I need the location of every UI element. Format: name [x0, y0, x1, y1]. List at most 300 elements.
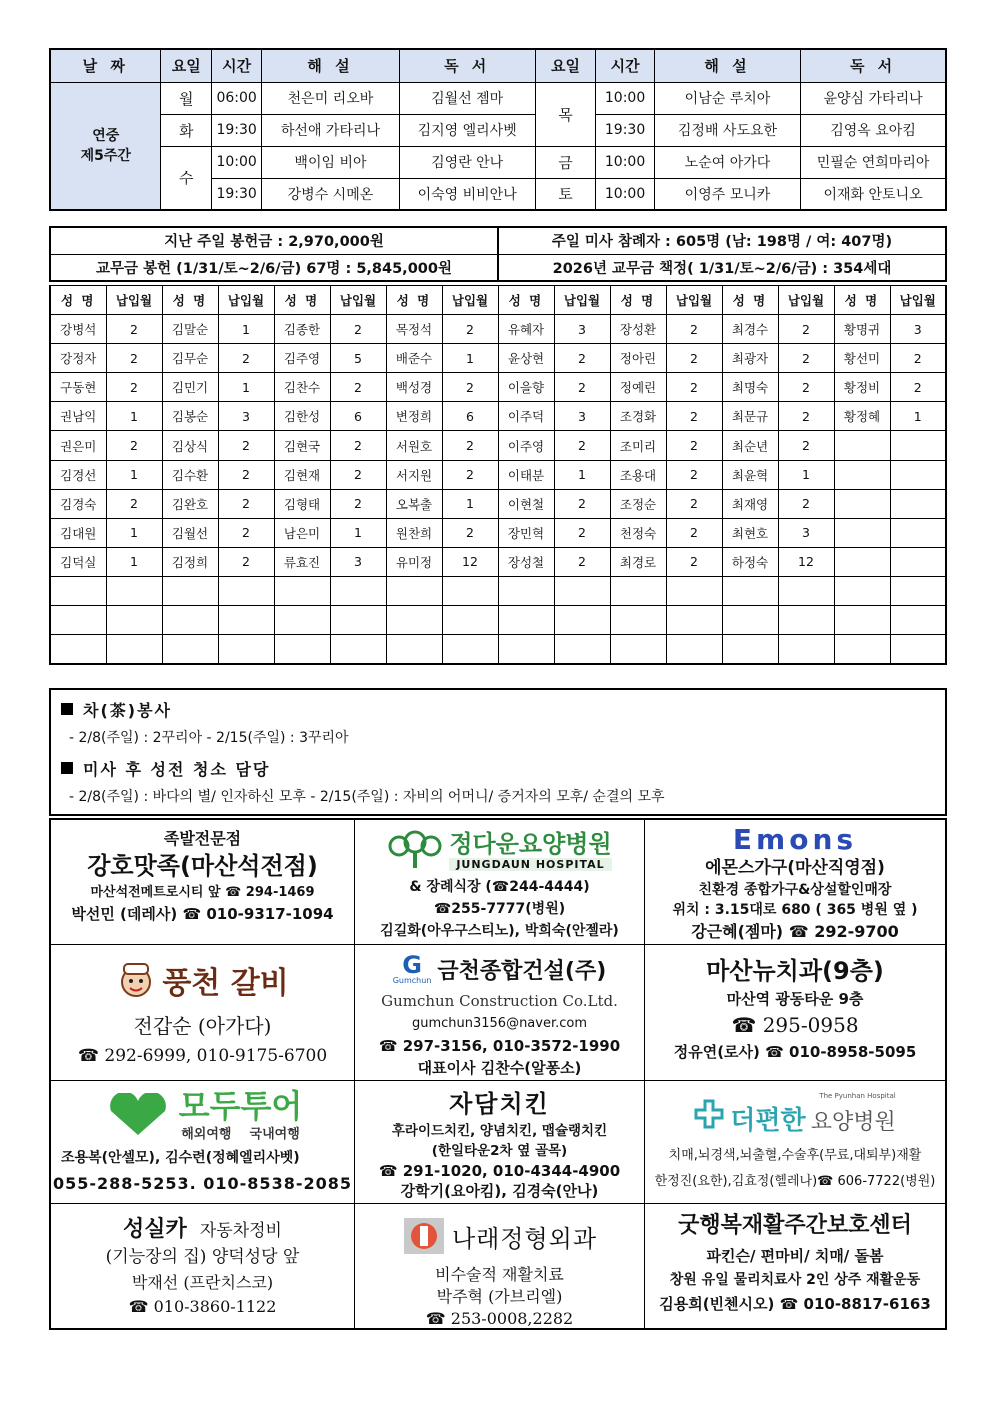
paid-months: [106, 606, 162, 635]
paid-months: [666, 635, 722, 664]
member-name: 장민혁: [498, 518, 554, 547]
member-name: [722, 606, 778, 635]
reader-cell: 김월선 젬마: [399, 82, 535, 114]
member-name: 목정석: [386, 315, 442, 344]
ad-phone: ☎ 292-6999, 010-9175-6700: [77, 1046, 328, 1066]
ad-logo: [51, 949, 354, 1011]
paid-months: 2: [330, 489, 386, 518]
tea-service-heading: [61, 698, 935, 721]
ad-description: 친환경 종합가구&상설할인매장: [698, 882, 892, 898]
paid-months: 2: [106, 431, 162, 460]
day-cell: 금: [535, 146, 596, 178]
paid-months: 2: [666, 402, 722, 431]
ad-logo-subtitle: JUNGDAUN HOSPITAL: [449, 858, 611, 871]
mass-attendance: 주일 미사 참례자 : 605명 (남: 198명 / 여: 407명): [498, 227, 946, 254]
paid-months: 2: [442, 460, 498, 489]
member-name: 하정숙: [722, 547, 778, 576]
member-name: [834, 489, 890, 518]
paid-months: 1: [106, 460, 162, 489]
ad-business-name: 강호맛족(마산석전점): [87, 852, 318, 880]
paid-months: 1: [106, 547, 162, 576]
paid-months: 2: [778, 402, 834, 431]
paid-months: 2: [218, 431, 274, 460]
ad-business-name: 굿행복재활주간보호센터: [678, 1213, 912, 1238]
ad-menu: 후라이드치킨, 양념치킨, 맵슐랭치킨: [391, 1123, 608, 1139]
ad-pungcheon-galbi: [51, 945, 355, 1081]
ad-contact: 조용복(안셀모), 김수련(정혜엘리사벳): [61, 1150, 300, 1166]
paid-months: 2: [330, 460, 386, 489]
member-name: 최현호: [722, 518, 778, 547]
member-name: 권은미: [50, 431, 106, 460]
paid-months: [666, 576, 722, 605]
member-name: [50, 606, 106, 635]
member-name: 김말순: [162, 315, 218, 344]
member-name: 최경로: [610, 547, 666, 576]
member-name: 이을향: [498, 373, 554, 402]
member-name: 유혜자: [498, 315, 554, 344]
member-name: [498, 576, 554, 605]
day-cell: 화: [161, 114, 211, 146]
header-commentary: 해 설: [262, 49, 399, 82]
table-row: [50, 402, 946, 431]
commentary-cell: 백이임 비아: [262, 146, 399, 178]
ad-logo: [355, 949, 644, 989]
table-row: [50, 431, 946, 460]
paid-months: 3: [218, 402, 274, 431]
ad-logo-text: 나래정형외과: [451, 1224, 598, 1253]
member-name: 유미정: [386, 547, 442, 576]
paid-months: 2: [666, 431, 722, 460]
member-name: 이주덕: [498, 402, 554, 431]
time-cell: 19:30: [211, 178, 261, 210]
member-name: [386, 606, 442, 635]
member-name: 조미리: [610, 431, 666, 460]
week-label-line1: 연중: [92, 127, 120, 144]
member-name: 김수환: [162, 460, 218, 489]
ad-phone: ☎ 291-1020, 010-4344-4900: [378, 1162, 621, 1180]
ad-contact: 박선민 (데레사) ☎ 010-9317-1094: [71, 905, 334, 923]
paid-months: 2: [442, 373, 498, 402]
ad-logo-text: 더편한: [730, 1105, 806, 1136]
reader-cell: 이숙영 비비안나: [399, 178, 535, 210]
header-name: 성 명: [50, 286, 106, 315]
ad-business-name: 에몬스가구(마산직영점): [705, 858, 885, 878]
member-name: 김민기: [162, 373, 218, 402]
member-name: 김현재: [274, 460, 330, 489]
member-name: 조용대: [610, 460, 666, 489]
ad-contact: 정유연(로사) ☎ 010-8958-5095: [673, 1043, 917, 1061]
commentary-cell: 이남순 루치아: [654, 82, 800, 114]
heart-logo-icon: [103, 1093, 173, 1137]
paid-months: 2: [666, 373, 722, 402]
member-name: 김월선: [162, 518, 218, 547]
ad-logo-text: 금천종합건설(주): [437, 958, 607, 984]
table-row: [50, 518, 946, 547]
member-name: 강병석: [50, 315, 106, 344]
header-name: 성 명: [834, 286, 890, 315]
paid-months: 2: [554, 518, 610, 547]
paid-months: 1: [106, 402, 162, 431]
member-name: 장성환: [610, 315, 666, 344]
paid-months: [890, 576, 946, 605]
paid-months: 12: [778, 547, 834, 576]
paid-months: [778, 635, 834, 664]
member-name: [498, 635, 554, 664]
ad-contact-name: 박주혁 (가브리엘): [436, 1287, 563, 1306]
paid-months: [554, 635, 610, 664]
member-name: 정예린: [610, 373, 666, 402]
reader-cell: 김영란 안나: [399, 146, 535, 178]
paid-months: 2: [554, 373, 610, 402]
paid-months: 2: [442, 315, 498, 344]
reader-cell: 이재화 안토니오: [801, 178, 946, 210]
paid-months: 2: [106, 373, 162, 402]
header-name: 성 명: [386, 286, 442, 315]
header-day-2: 요일: [535, 49, 596, 82]
ad-logo-text: 정다운요양병원: [449, 829, 612, 858]
paid-months: 2: [330, 431, 386, 460]
time-cell: 19:30: [211, 114, 261, 146]
commentary-cell: 김정배 사도요한: [654, 114, 800, 146]
header-paid-months: 납입월: [554, 286, 610, 315]
paid-months: [778, 576, 834, 605]
paid-months: [778, 606, 834, 635]
member-name: 장성철: [498, 547, 554, 576]
member-name: 김한성: [274, 402, 330, 431]
member-name: [722, 576, 778, 605]
header-paid-months: 납입월: [890, 286, 946, 315]
member-name: 최순년: [722, 431, 778, 460]
table-row: [50, 373, 946, 402]
paid-months: 2: [218, 344, 274, 373]
table-row: [50, 576, 946, 605]
member-name: 최광자: [722, 344, 778, 373]
paid-months: 1: [330, 518, 386, 547]
day-cell: 수: [161, 146, 211, 210]
table-row: [50, 635, 946, 664]
dues-assessed: 2026년 교무금 책정( 1/31/토~2/6/금) : 354세대: [498, 254, 946, 281]
header-paid-months: 납입월: [666, 286, 722, 315]
ad-narae-orthopedics: [355, 1204, 645, 1328]
ad-business-name: 성실카: [123, 1216, 187, 1242]
member-name: [162, 635, 218, 664]
member-name: 황선미: [834, 344, 890, 373]
paid-months: [106, 635, 162, 664]
paid-months: 2: [554, 431, 610, 460]
member-name: [834, 606, 890, 635]
paid-months: [890, 635, 946, 664]
member-name: [274, 576, 330, 605]
cleaning-schedule: - 2/8(주일) : 바다의 별/ 인자하신 모후 - 2/15(주일) : 자비의 어머니/ 증거자의 모후/ 순결의 모후: [69, 789, 665, 805]
tea-service-schedule: - 2/8(주일) : 2꾸리아 - 2/15(주일) : 3꾸리아: [69, 730, 349, 746]
paid-months: 2: [218, 518, 274, 547]
g-logo-icon: G: [402, 950, 422, 979]
paid-months: 3: [554, 315, 610, 344]
paid-months: [890, 547, 946, 576]
cleaning-title: 미사 후 성전 청소 담당: [83, 760, 271, 779]
ad-title-line: [51, 1212, 354, 1243]
member-name: 황명귀: [834, 315, 890, 344]
paid-months: [442, 606, 498, 635]
paid-months: [330, 635, 386, 664]
paid-months: [890, 518, 946, 547]
header-paid-months: 납입월: [106, 286, 162, 315]
payment-header-row: [50, 286, 946, 315]
member-name: 황정혜: [834, 402, 890, 431]
member-name: 김경선: [50, 460, 106, 489]
paid-months: 1: [442, 344, 498, 373]
paid-months: [890, 431, 946, 460]
cross-logo-icon: [694, 1099, 724, 1129]
header-name: 성 명: [274, 286, 330, 315]
header-name: 성 명: [498, 286, 554, 315]
member-name: 김덕실: [50, 547, 106, 576]
ad-address: 마산석전메트로시티 앞 ☎ 294-1469: [90, 885, 315, 900]
member-name: 이주영: [498, 431, 554, 460]
time-cell: 10:00: [211, 146, 261, 178]
ad-logo-text-2: 요양병원: [810, 1109, 896, 1135]
commentary-cell: 천은미 리오바: [262, 82, 399, 114]
ad-business-name: 자담치킨: [449, 1090, 550, 1118]
paid-months: [666, 606, 722, 635]
paid-months: 2: [554, 489, 610, 518]
paid-months: 1: [218, 373, 274, 402]
ad-description: 창원 유일 물리치료사 2인 상주 재활운동: [669, 1272, 921, 1288]
member-name: 조경화: [610, 402, 666, 431]
day-cell: 목: [535, 82, 596, 146]
ad-contact: 대표이사 김찬수(알퐁소): [417, 1059, 582, 1077]
ad-masan-new-dental: [645, 945, 945, 1081]
ad-english-name: Gumchun Construction Co.Ltd.: [381, 992, 618, 1010]
table-row: [50, 547, 946, 576]
member-name: 서지원: [386, 460, 442, 489]
paid-months: 2: [442, 518, 498, 547]
paid-months: 3: [554, 402, 610, 431]
paid-months: 2: [218, 489, 274, 518]
paid-months: 2: [778, 373, 834, 402]
week-label-line2: 제5주간: [80, 147, 131, 164]
paid-months: 1: [890, 402, 946, 431]
day-cell: 토: [535, 178, 596, 210]
member-name: 황정비: [834, 373, 890, 402]
member-name: [50, 635, 106, 664]
member-name: 김상식: [162, 431, 218, 460]
offering-summary: [49, 226, 947, 282]
ad-logo: [645, 1085, 945, 1143]
schedule-row: [50, 82, 946, 114]
commentary-cell: 하선애 가타리나: [262, 114, 399, 146]
ad-gumchun-construction: [355, 945, 645, 1081]
member-name: 김완호: [162, 489, 218, 518]
ad-contact: 강학기(요아킴), 김경숙(안나): [400, 1182, 599, 1200]
paid-months: [330, 606, 386, 635]
header-paid-months: 납입월: [778, 286, 834, 315]
time-cell: 10:00: [596, 146, 655, 178]
member-name: 원찬희: [386, 518, 442, 547]
ad-address: 마산역 광동타운 9층: [726, 990, 864, 1008]
paid-months: 2: [218, 460, 274, 489]
member-name: [386, 576, 442, 605]
member-name: [50, 576, 106, 605]
paid-months: 2: [778, 431, 834, 460]
tea-service-title: 차(茶)봉사: [83, 701, 172, 720]
member-name: [498, 606, 554, 635]
member-name: 윤상현: [498, 344, 554, 373]
ad-good-happiness-center: [645, 1204, 945, 1328]
member-name: [610, 606, 666, 635]
schedule-row: [50, 146, 946, 178]
ad-category: 족발전문점: [163, 829, 242, 848]
member-name: 김주영: [274, 344, 330, 373]
member-name: 최명숙: [722, 373, 778, 402]
reader-schedule-table: [49, 48, 947, 211]
advertisement-grid: [49, 818, 947, 1330]
ad-logo-text: 풍천 갈비: [162, 966, 289, 1001]
member-name: 김정희: [162, 547, 218, 576]
paid-months: [890, 489, 946, 518]
header-commentary-2: 해 설: [654, 49, 800, 82]
ad-contact: 김길화(아우구스티노), 박희숙(안젤라): [380, 923, 619, 939]
member-name: [722, 635, 778, 664]
member-name: [834, 431, 890, 460]
paid-months: 1: [554, 460, 610, 489]
member-name: [834, 635, 890, 664]
member-name: 서원호: [386, 431, 442, 460]
paid-months: 2: [106, 489, 162, 518]
ad-email: gumchun3156@naver.com: [411, 1016, 588, 1031]
paid-months: [554, 606, 610, 635]
square-bullet-icon: [61, 762, 73, 774]
paid-months: 2: [778, 489, 834, 518]
ad-business-name: 마산뉴치과(9층): [706, 957, 884, 985]
ad-category: 자동차정비: [199, 1221, 282, 1241]
member-name: 김형태: [274, 489, 330, 518]
paid-months: 6: [330, 402, 386, 431]
reader-cell: 김영옥 요아킴: [801, 114, 946, 146]
paid-months: 2: [666, 460, 722, 489]
member-name: 강정자: [50, 344, 106, 373]
ad-contact-name: 전갑순 (아가다): [133, 1014, 272, 1038]
header-time: 시간: [211, 49, 261, 82]
ad-logo: [51, 1085, 354, 1145]
paid-months: 2: [890, 344, 946, 373]
ad-logo: [355, 1208, 644, 1264]
day-cell: 월: [161, 82, 211, 114]
ad-logo: [355, 824, 644, 876]
header-name: 성 명: [722, 286, 778, 315]
paid-months: [554, 576, 610, 605]
ad-seongsil-car: [51, 1204, 355, 1328]
member-name: 구동현: [50, 373, 106, 402]
member-name: 남은미: [274, 518, 330, 547]
reader-cell: 민필순 연희마리아: [801, 146, 946, 178]
commentary-cell: 노순여 아가다: [654, 146, 800, 178]
table-row: [50, 489, 946, 518]
ad-funeral-phone: & 장례식장 (☎244-4444): [409, 879, 590, 895]
ad-phone: ☎ 295-0958: [731, 1013, 859, 1037]
reader-cell: 윤양심 가타리나: [801, 82, 946, 114]
paid-months: 2: [218, 547, 274, 576]
paid-months: [890, 460, 946, 489]
paid-months: 2: [666, 315, 722, 344]
paid-months: [218, 606, 274, 635]
ad-jadam-chicken: [355, 1081, 645, 1204]
ad-logo-text: 모두투어: [178, 1086, 303, 1125]
paid-months: 2: [442, 431, 498, 460]
paid-months: 3: [890, 315, 946, 344]
time-cell: 10:00: [596, 178, 655, 210]
table-row: [50, 315, 946, 344]
commentary-cell: 강병수 시메온: [262, 178, 399, 210]
ad-logo-text: Emons: [732, 823, 858, 856]
member-name: 김찬수: [274, 373, 330, 402]
paid-months: 3: [330, 547, 386, 576]
paid-months: 2: [554, 547, 610, 576]
time-cell: 10:00: [596, 82, 655, 114]
week-label: [50, 82, 161, 210]
ad-address: (한일타운2차 옆 골목): [431, 1143, 568, 1159]
paid-months: 2: [890, 373, 946, 402]
paid-months: 2: [666, 344, 722, 373]
member-name: [162, 576, 218, 605]
ad-address: 위치 : 3.15대로 680 ( 365 병원 옆 ): [672, 902, 918, 918]
member-name: [610, 576, 666, 605]
member-name: 정아린: [610, 344, 666, 373]
ad-gangho-jokbal: [51, 820, 355, 945]
paid-months: 5: [330, 344, 386, 373]
time-cell: 19:30: [596, 114, 655, 146]
clinic-logo-icon: [402, 1216, 446, 1256]
ad-services: 파킨슨/ 편마비/ 치매/ 돌봄: [706, 1247, 884, 1265]
commentary-cell: 이영주 모니카: [654, 178, 800, 210]
member-name: 최윤혁: [722, 460, 778, 489]
paid-months: 2: [330, 373, 386, 402]
header-paid-months: 납입월: [442, 286, 498, 315]
notice-box: [49, 688, 947, 816]
member-name: 류효진: [274, 547, 330, 576]
member-name: [274, 606, 330, 635]
paid-months: [106, 576, 162, 605]
member-name: 김경숙: [50, 489, 106, 518]
paid-months: 2: [666, 518, 722, 547]
ad-modutour: [51, 1081, 355, 1204]
header-name: 성 명: [162, 286, 218, 315]
ad-phone: 055-288-5253. 010-8538-2085: [53, 1174, 352, 1193]
ad-contact: 김용희(빈첸시오) ☎ 010-8817-6163: [659, 1295, 931, 1313]
paid-months: 6: [442, 402, 498, 431]
header-day: 요일: [161, 49, 211, 82]
table-row: [50, 460, 946, 489]
member-name: 변정희: [386, 402, 442, 431]
ad-contact: 한정진(요한),김효정(헬레나)☎ 606-7722(병원): [654, 1174, 936, 1189]
ad-phone: ☎ 253-0008,2282: [425, 1309, 574, 1328]
header-paid-months: 납입월: [218, 286, 274, 315]
paid-months: 2: [666, 489, 722, 518]
tree-logo-icon: [387, 830, 443, 870]
member-name: 최재영: [722, 489, 778, 518]
member-name: [834, 547, 890, 576]
member-name: 조정순: [610, 489, 666, 518]
cleaning-heading: [61, 757, 935, 780]
member-name: 이태분: [498, 460, 554, 489]
member-name: [162, 606, 218, 635]
paid-months: 1: [218, 315, 274, 344]
member-name: [386, 635, 442, 664]
schedule-header-row: [50, 49, 946, 82]
dues-payment-table: [49, 285, 947, 665]
header-paid-months: 납입월: [330, 286, 386, 315]
paid-months: 1: [778, 460, 834, 489]
